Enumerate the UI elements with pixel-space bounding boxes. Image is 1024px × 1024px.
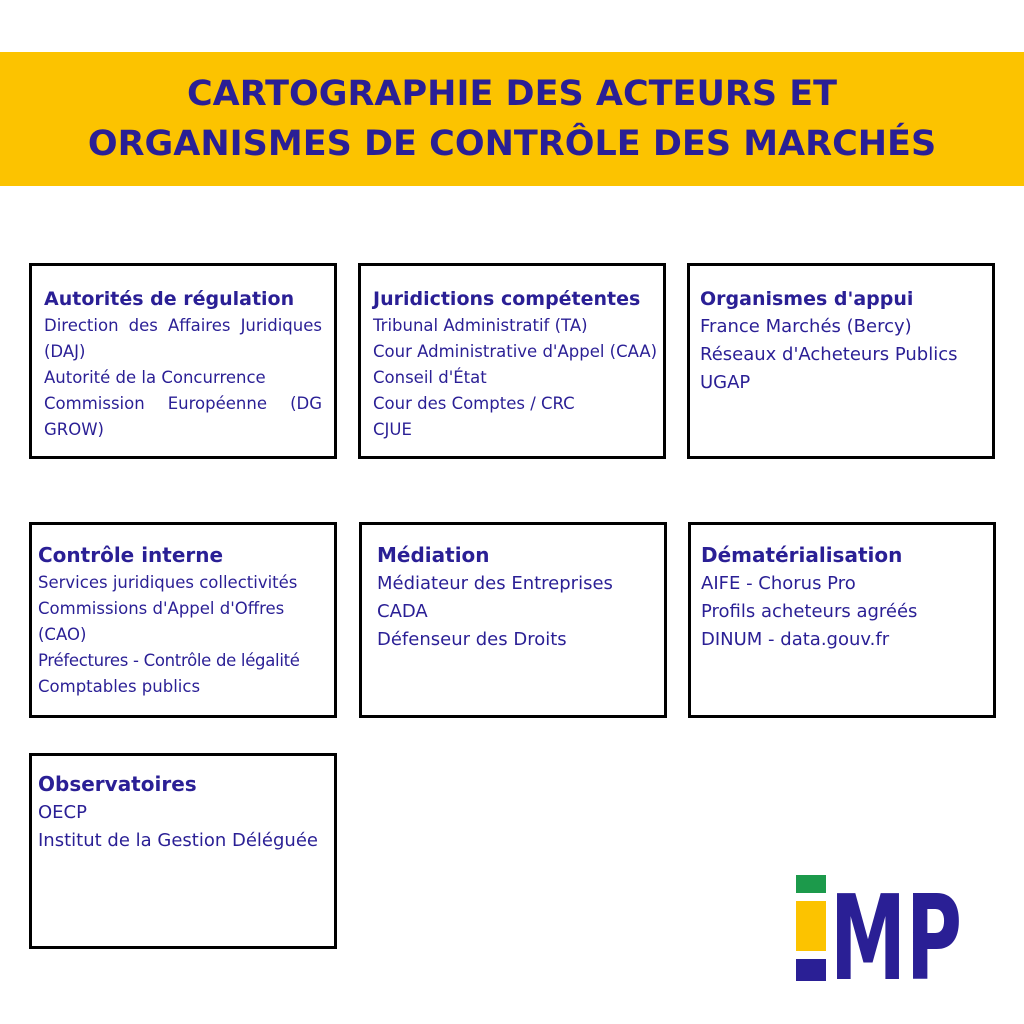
box-title: Autorités de régulation xyxy=(44,288,295,310)
box-title: Dématérialisation xyxy=(701,543,903,567)
item-list xyxy=(700,313,984,397)
item-list xyxy=(373,313,659,443)
list-item: Services juridiques collectivités xyxy=(38,573,298,592)
box-juridictions-competentes xyxy=(358,263,666,459)
box-dematerialisation xyxy=(688,522,996,718)
list-item: Comptables publics xyxy=(38,677,201,696)
list-item: Conseil d'État xyxy=(373,368,487,387)
item-list xyxy=(377,570,656,654)
item-list xyxy=(44,313,322,443)
logo-yellow-bar xyxy=(796,901,826,951)
list-item: Cour des Comptes / CRC xyxy=(373,394,575,413)
box-title: Contrôle interne xyxy=(38,543,224,567)
item-list xyxy=(38,570,330,700)
list-item: Commissions d'Appel d'Offres (CAO) xyxy=(38,599,285,644)
list-item: UGAP xyxy=(700,372,751,393)
item-list xyxy=(38,799,330,855)
box-title: Juridictions compétentes xyxy=(373,288,641,310)
box-autorites-regulation xyxy=(29,263,337,459)
box-title: Organismes d'appui xyxy=(700,288,914,310)
list-item: Autorité de la Concurrence xyxy=(44,368,266,387)
title-banner xyxy=(0,52,1024,186)
imp-logo xyxy=(796,869,966,1007)
list-item: CADA xyxy=(377,601,428,622)
box-controle-interne xyxy=(29,522,337,718)
list-item: CJUE xyxy=(373,420,412,439)
box-organismes-appui xyxy=(687,263,995,459)
logo-blue-bar xyxy=(796,959,826,981)
list-item: AIFE - Chorus Pro xyxy=(701,573,856,594)
list-item: Tribunal Administratif (TA) xyxy=(373,316,588,335)
list-item: Préfectures - Contrôle de légalité xyxy=(38,651,300,670)
list-item: Institut de la Gestion Déléguée xyxy=(38,830,318,851)
list-item: OECP xyxy=(38,802,87,823)
page-title-line-1: CARTOGRAPHIE DES ACTEURS ET xyxy=(186,74,838,114)
list-item: Médiateur des Entreprises xyxy=(377,573,613,594)
logo-green-bar xyxy=(796,875,826,893)
list-item: Défenseur des Droits xyxy=(377,629,567,650)
list-item: Profils acheteurs agréés xyxy=(701,601,918,622)
page-title-line-2: ORGANISMES DE CONTRÔLE DES MARCHÉS xyxy=(87,124,937,164)
box-title: Médiation xyxy=(377,543,490,567)
list-item: Commission Européenne (DG GROW) xyxy=(44,394,322,439)
box-title: Observatoires xyxy=(38,772,197,796)
logo-text: MP xyxy=(830,869,962,1007)
box-mediation xyxy=(359,522,667,718)
item-list xyxy=(701,570,985,654)
list-item: Réseaux d'Acheteurs Publics xyxy=(700,344,958,365)
box-observatoires xyxy=(29,753,337,949)
list-item: Cour Administrative d'Appel (CAA) xyxy=(373,342,658,361)
list-item: Direction des Affaires Juridiques (DAJ) xyxy=(44,316,322,361)
list-item: France Marchés (Bercy) xyxy=(700,316,912,337)
list-item: DINUM - data.gouv.fr xyxy=(701,629,890,650)
